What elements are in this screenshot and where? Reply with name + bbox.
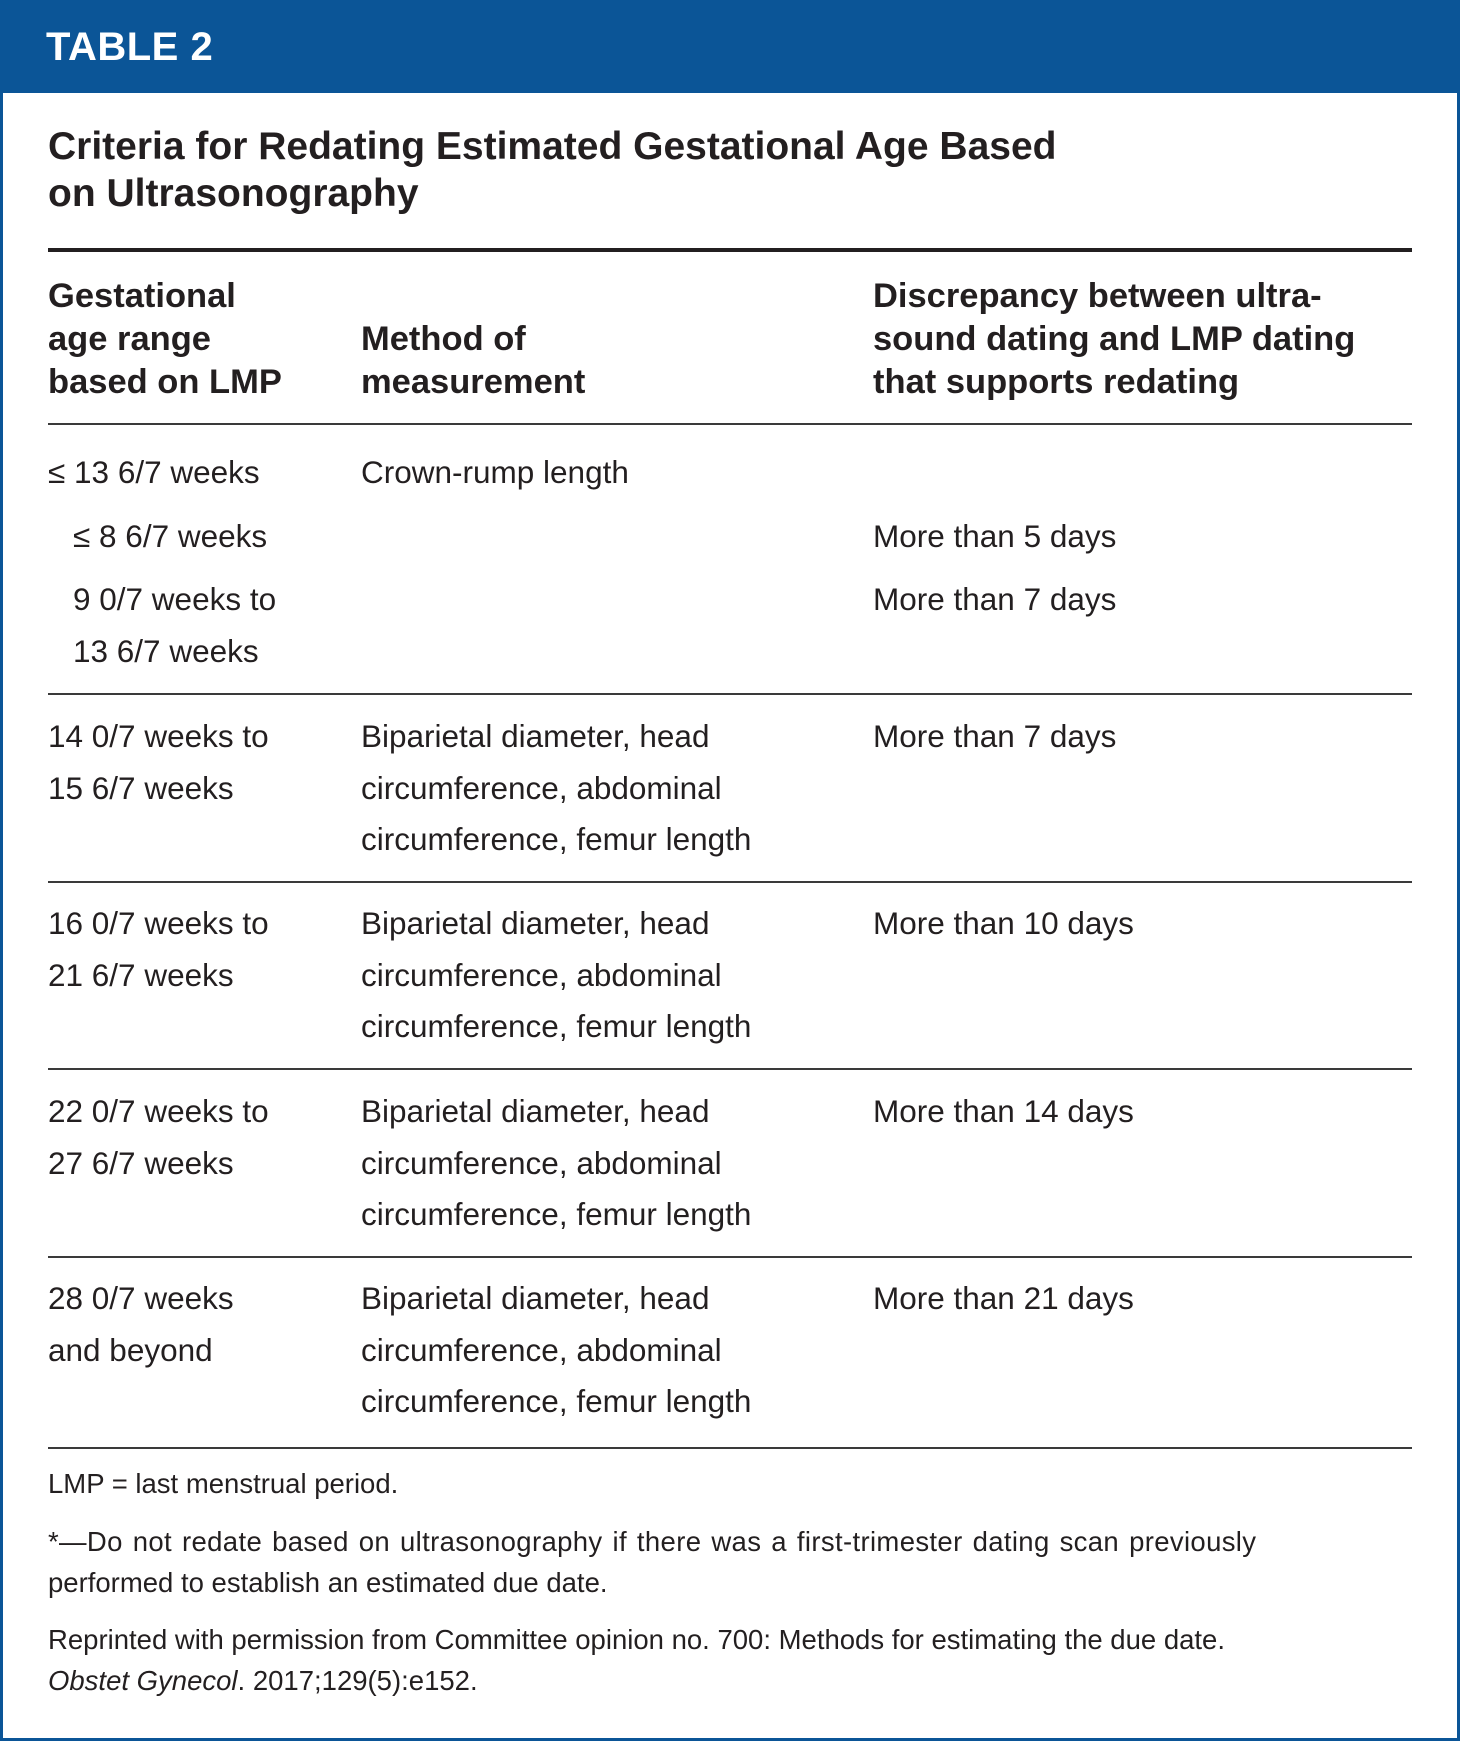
footnote-line: Reprinted with permission from Committee opinion no. 700: Methods for estimating the due date.	[48, 1624, 1225, 1655]
column-header-gestational-age	[48, 275, 282, 404]
cell-line: circumference, abdominal	[361, 956, 722, 993]
cell-line: circumference, femur length	[361, 1196, 752, 1232]
table-number-label: TABLE 2	[46, 25, 214, 69]
cell-line: Biparietal diameter, head	[361, 1280, 710, 1316]
cell-line: Biparietal diameter, head	[361, 718, 710, 754]
citation-details: . 2017;129(5):e152.	[237, 1664, 478, 1696]
footnote-source	[48, 1620, 1412, 1701]
title-divider	[48, 248, 1412, 252]
column-header-discrepancy	[873, 275, 1355, 404]
cell-line: 28 0/7 weeks	[48, 1280, 234, 1316]
table-title	[48, 123, 1348, 217]
cell-line: circumference, abdominal	[361, 1331, 722, 1368]
method-cell: Crown-rump length	[361, 454, 629, 490]
range-cell	[48, 898, 269, 1001]
row-divider	[48, 881, 1412, 883]
footnote-abbreviation	[48, 1464, 1412, 1505]
cell-line: and beyond	[48, 1331, 213, 1368]
cell-line: circumference, abdominal	[361, 1144, 722, 1181]
discrepancy-cell: More than 21 days	[873, 1280, 1134, 1316]
discrepancy-cell: More than 14 days	[873, 1093, 1134, 1129]
footnote-asterisk	[48, 1522, 1412, 1603]
discrepancy-cell: More than 7 days	[873, 718, 1117, 754]
subrange-cell	[73, 574, 276, 677]
method-cell	[361, 711, 751, 866]
column-header-line: measurement	[361, 363, 586, 401]
discrepancy-cell: More than 10 days	[873, 905, 1134, 941]
column-header-line: age range	[48, 320, 211, 358]
cell-line: Biparietal diameter, head	[361, 1093, 710, 1129]
range-cell	[48, 1273, 234, 1376]
cell-line: 21 6/7 weeks	[48, 956, 234, 993]
column-header-line: Gestational	[48, 277, 236, 315]
range-cell	[48, 711, 269, 814]
row-divider	[48, 693, 1412, 695]
cell-line: Biparietal diameter, head	[361, 905, 710, 941]
footnote-line: LMP = last menstrual period.	[48, 1468, 399, 1499]
method-cell	[361, 1273, 751, 1428]
column-header-line: based on LMP	[48, 363, 282, 401]
range-cell: ≤ 13 6/7 weeks	[48, 454, 260, 490]
method-cell	[361, 898, 751, 1053]
discrepancy-cell: More than 5 days	[873, 518, 1117, 554]
column-header-method	[361, 318, 585, 404]
table-title-line: on Ultrasonography	[48, 172, 419, 215]
row-divider	[48, 1068, 1412, 1070]
row-divider	[48, 1256, 1412, 1258]
cell-line: 13 6/7 weeks	[73, 632, 259, 669]
cell-line: circumference, abdominal	[361, 769, 722, 806]
footnote-line: performed to establish an estimated due date.	[48, 1566, 608, 1598]
header-divider	[48, 423, 1412, 425]
cell-line: circumference, femur length	[361, 1383, 752, 1419]
column-header-line: Method of	[361, 320, 526, 358]
column-header-line: sound dating and LMP dating	[873, 320, 1356, 358]
footnote-line: *—Do not redate based on ultrasonography if there was a first-trimester dating scan previously	[48, 1526, 1257, 1557]
cell-line: 9 0/7 weeks to	[73, 581, 277, 617]
discrepancy-cell: More than 7 days	[873, 581, 1117, 617]
cell-line: 14 0/7 weeks to	[48, 718, 269, 754]
cell-line: 22 0/7 weeks to	[48, 1093, 269, 1129]
table-bottom-divider	[48, 1447, 1412, 1449]
cell-line: 16 0/7 weeks to	[48, 905, 269, 941]
table-title-line: Criteria for Redating Estimated Gestational Age Based	[48, 125, 1057, 168]
cell-line: 15 6/7 weeks	[48, 769, 234, 806]
footnote-citation-line	[48, 1661, 1412, 1702]
cell-line: circumference, femur length	[361, 1008, 752, 1044]
cell-line: circumference, femur length	[361, 821, 752, 857]
table-header-band	[0, 0, 1460, 93]
column-header-line: that supports redating	[873, 363, 1240, 401]
column-header-line: Discrepancy between ultra-	[873, 277, 1322, 315]
method-cell	[361, 1086, 751, 1241]
range-cell	[48, 1086, 269, 1189]
subrange-cell: ≤ 8 6/7 weeks	[73, 518, 268, 554]
cell-line: 27 6/7 weeks	[48, 1144, 234, 1181]
journal-name: Obstet Gynecol	[48, 1664, 238, 1696]
